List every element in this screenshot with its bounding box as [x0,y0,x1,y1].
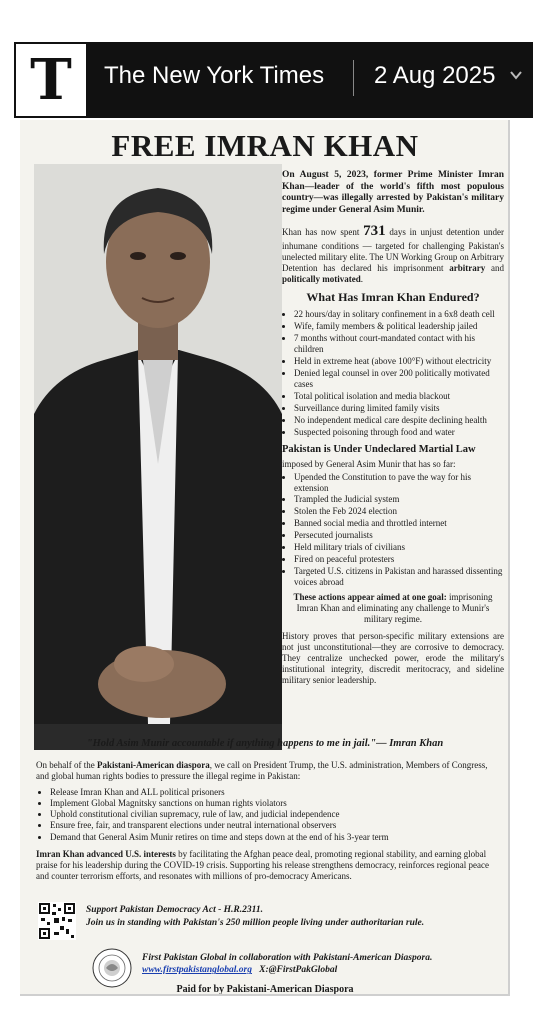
days-post-text: days in unjust detention under inhumane conditions — targeted for challenging Pakistan's unelected military elite. The UN Working Group on Arbitrary Detention has declared his imprisonment [282,227,504,273]
header-divider [353,60,354,96]
nyt-logo[interactable] [16,44,86,116]
qr-code-icon[interactable] [38,902,76,940]
period-text: . [360,273,363,284]
pull-quote: "Hold Asim Munir accountable if anything happens to me in jail."— Imran Khan [86,738,444,749]
nyt-logo-glyph: T [30,47,72,113]
martial-law-item: • Held military trials of civilians [294,542,504,553]
advertisement [20,120,510,996]
endured-item: • No independent medical care despite declining health [294,415,504,426]
martial-law-item: • Banned social media and throttled internet [294,518,504,529]
martial-law-item: • Fired on peaceful protesters [294,554,504,565]
endured-item: • Held in extreme heat (above 100°F) without electricity [294,356,504,367]
publication-title[interactable]: The New York Times [104,62,325,89]
publication-date[interactable]: 2 Aug 2025 [374,62,496,89]
demands-list [36,787,496,843]
demand-item: • Implement Global Magnitsky sanctions on human rights violators [50,798,496,809]
endured-item: • Total political isolation and media blackout [294,391,504,402]
support-join-line: Join us in standing with Pakistan's 250 million people living under authoritarian rule. [86,917,425,928]
right-column [282,170,504,692]
demand-item: • Release Imran Khan and ALL political prisoners [50,787,496,798]
martial-law-item: • Persecuted journalists [294,530,504,541]
endured-item: • 7 months without court-mandated contact with his children [294,333,504,355]
contact-line [142,964,502,976]
goal-bold-text: These actions appear aimed at one goal: [293,592,447,603]
portrait-photo [34,164,282,750]
days-pre-text: Khan has now spent [282,227,364,238]
martial-law-item: • Upended the Constitution to pave the way for his extension [294,472,504,494]
endured-list [282,309,504,438]
endured-item: • Wife, family members & political leadership jailed [294,321,504,332]
martial-law-item: • Trampled the Judicial system [294,494,504,505]
social-handle[interactable]: X:@FirstPakGlobal [259,965,338,976]
support-act-line: Support Pakistan Democracy Act - H.R.2311. [86,905,263,915]
days-count: 731 [363,223,386,240]
goal-text: imprisoning Imran Khan and eliminating any challenge to Munir's military regime. [296,592,493,625]
advanced-text: by facilitating the Afghan peace deal, promoting regional stability, and earning global praise for his leadership during the COVID-19 crisis. Supporting his release strengthens democracy, reinforces regional peace and counter terrorism efforts, and resonates with millions of pro-democracy Americans. [36,848,490,882]
advanced-interests-paragraph [36,849,496,883]
behalf-pre-text: On behalf of the [36,760,97,770]
martial-law-item: • Stolen the Feb 2024 election [294,506,504,517]
martial-law-intro: imposed by General Asim Munir that has so far: [282,458,456,469]
endured-item: • Surveillance during limited family visits [294,403,504,414]
endured-item: • Suspected poisoning through food and water [294,427,504,438]
diaspora-paragraph [36,760,496,783]
support-text [86,904,506,930]
behalf-bold-text: Pakistani-American diaspora [96,760,210,770]
behalf-post-text: , we call on President Trump, the U.S. administration, Members of Congress, and global human rights bodies to pressure the illegal regime in Pakistan: [36,760,488,782]
advanced-bold-text: Imran Khan advanced U.S. interests [36,848,176,859]
goal-paragraph [282,592,504,625]
chevron-down-icon[interactable] [509,68,523,82]
organization-emblem-icon [92,948,132,988]
bottom-section [36,760,496,887]
demand-item: • Demand that General Asim Munir retires on time and steps down at the end of his 3-year term [50,832,496,843]
politically-motivated-text: politically motivated [282,273,361,284]
lead-paragraph: On August 5, 2023, former Prime Minister Imran Khan—leader of the world's fifth most populous country—was illegally arrested by Pakistan's military regime under General Asim Munir. [282,170,504,215]
collaboration-text [142,952,502,977]
website-link[interactable]: www.firstpakistanglobal.org [142,965,252,976]
endured-item: • 22 hours/day in solitary confinement in a 6x8 death cell [294,309,504,320]
martial-law-item: • Targeted U.S. citizens in Pakistan and harassed dissenting voices abroad [294,566,504,588]
article-header [14,42,533,118]
demand-item: • Ensure free, fair, and transparent elections under neutral international observers [50,820,496,831]
paid-for-by: Paid for by Pakistani-American Diaspora [176,984,354,995]
collaboration-line: First Pakistan Global in collaboration with Pakistani-American Diaspora. [142,953,433,963]
endured-heading: What Has Imran Khan Endured? [306,290,480,305]
and-text: and [485,262,504,273]
history-paragraph: History proves that person-specific military extensions are not just unconstitutional—they are corrosive to democracy. They centralize unchecked power, erode the military's institutional integrity, discredit meritocracy, and sideline military senior leadership. [282,631,504,685]
martial-law-heading: Pakistan is Under Undeclared Martial Law [282,443,476,455]
demand-item: • Uphold constitutional civilian supremacy, rule of law, and judicial independence [50,809,496,820]
martial-law-list [282,472,504,589]
ad-headline: FREE IMRAN KHAN [111,128,419,163]
detention-paragraph [282,222,504,284]
endured-item: • Denied legal counsel in over 200 politically motivated cases [294,368,504,390]
arbitrary-text: arbitrary [449,262,486,273]
